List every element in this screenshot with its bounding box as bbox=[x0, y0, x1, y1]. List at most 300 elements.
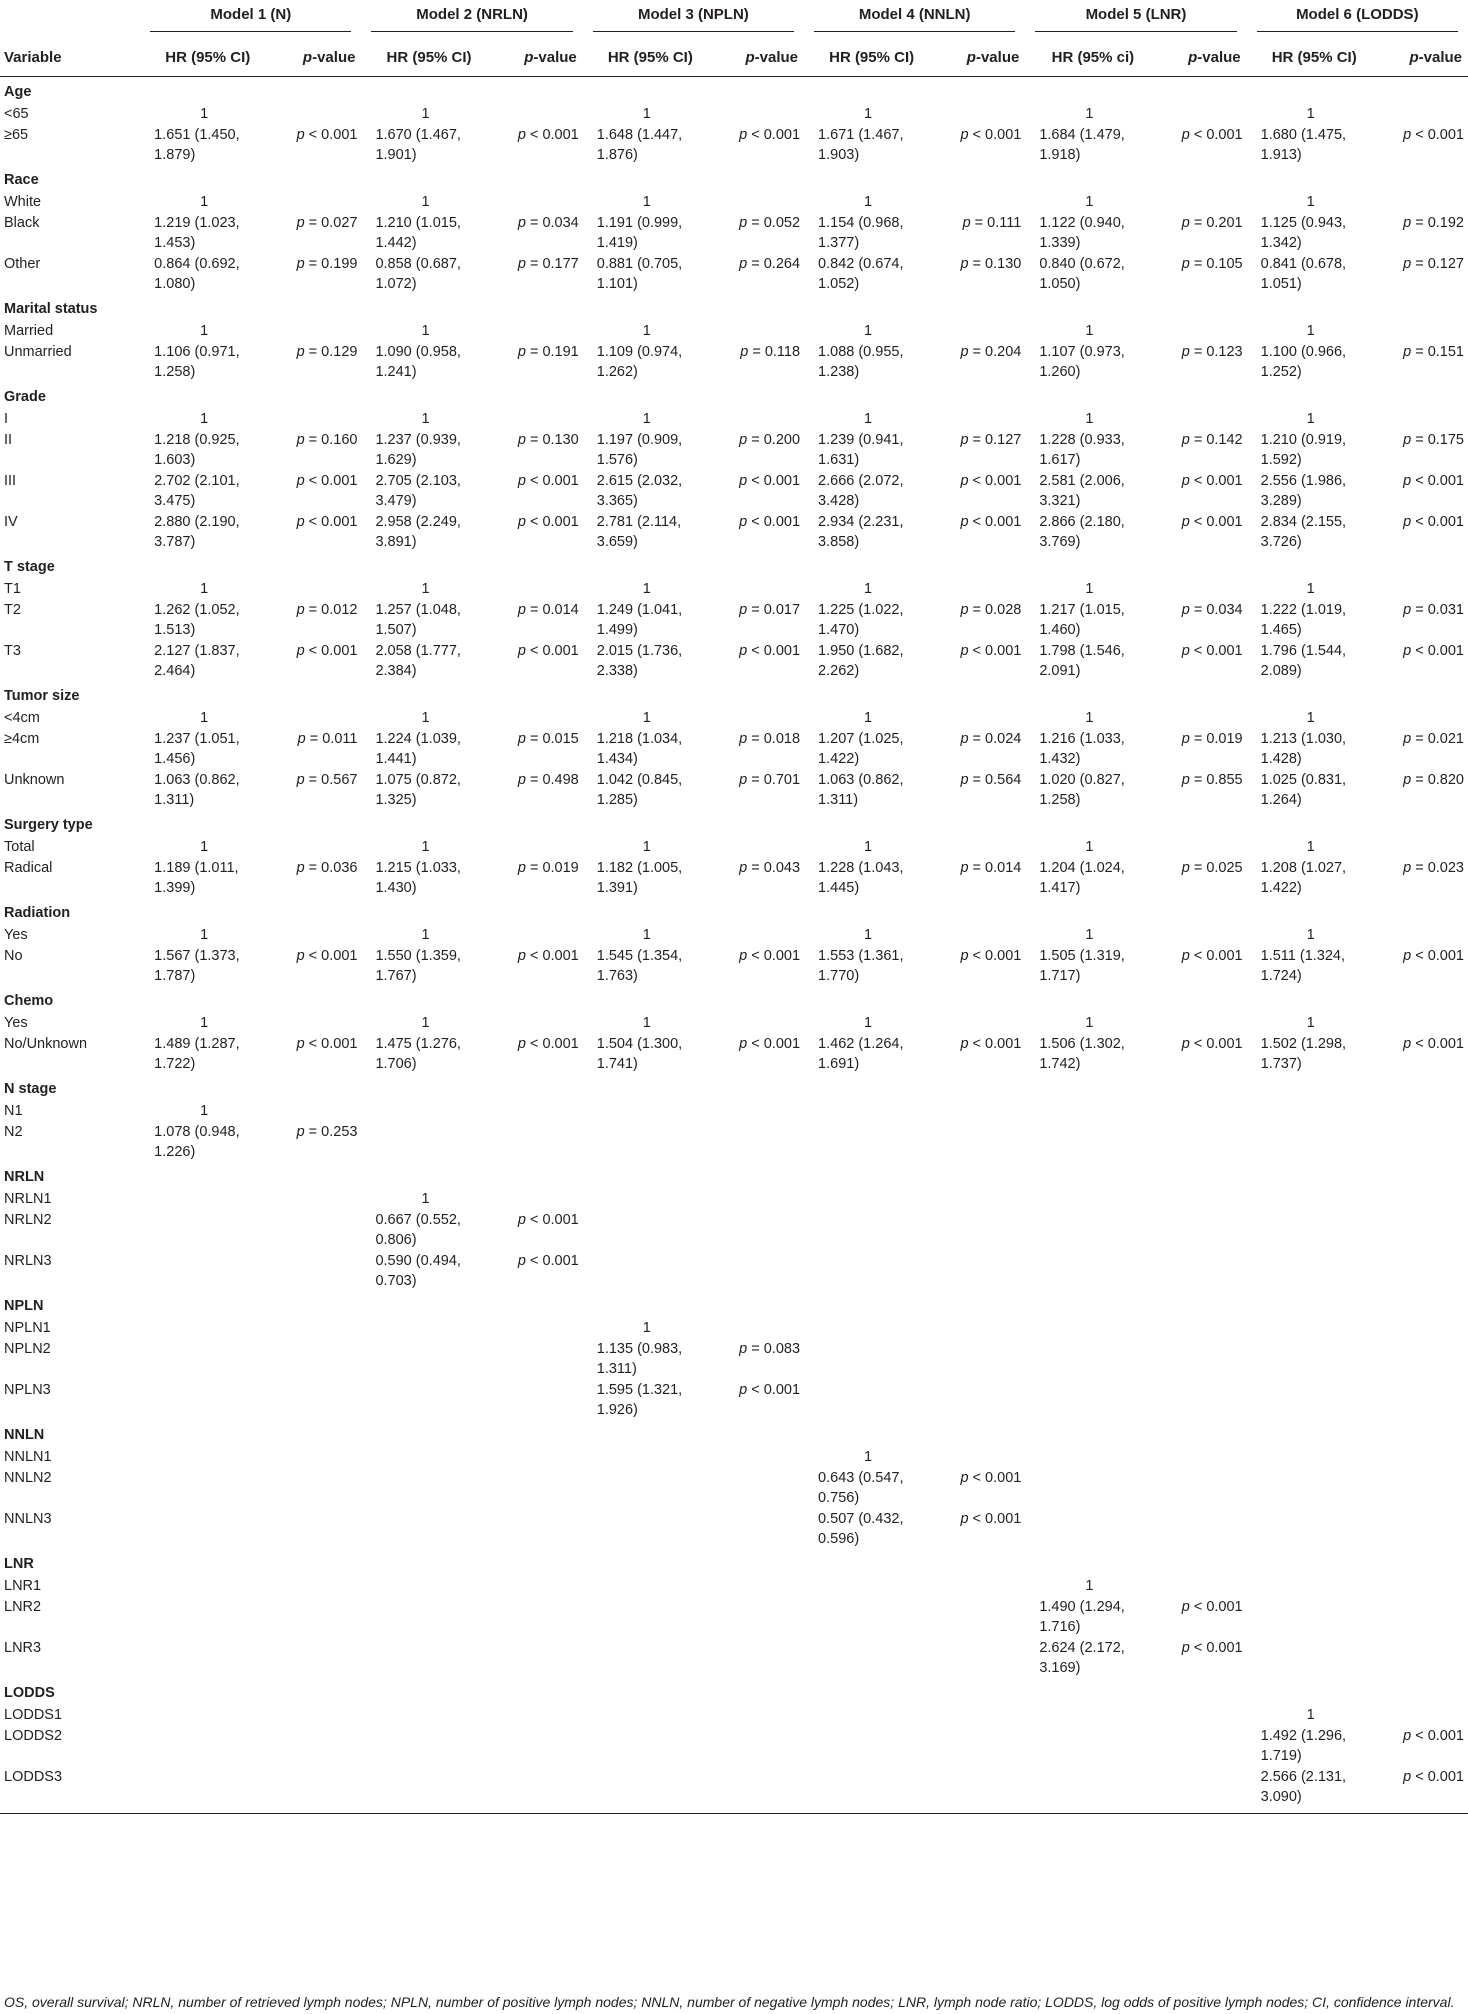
hr-cell: 1 bbox=[421, 839, 430, 855]
p-value-cell: p < 0.001 bbox=[739, 1382, 801, 1398]
variable-label: Radical bbox=[4, 860, 53, 876]
p-value-cell bbox=[939, 707, 1025, 728]
hr-cell: 1 bbox=[1085, 839, 1094, 855]
category-row bbox=[0, 1162, 1468, 1188]
hr-cell: 1 bbox=[642, 839, 651, 855]
p-value-cell bbox=[939, 1637, 1025, 1678]
p-value-cell: p = 0.043 bbox=[739, 860, 801, 876]
hr-header: HR (95% CI) bbox=[583, 38, 718, 77]
hr-cell bbox=[1025, 1121, 1160, 1162]
hr-cell: 1.239 (0.941, 1.631) bbox=[818, 432, 904, 468]
p-value-cell bbox=[1382, 1338, 1468, 1379]
p-value-cell: p = 0.130 bbox=[517, 432, 579, 448]
hr-cell bbox=[804, 1725, 939, 1766]
p-value-cell: p < 0.001 bbox=[960, 1036, 1022, 1052]
p-value-cell bbox=[939, 1766, 1025, 1814]
p-value-cell bbox=[939, 1100, 1025, 1121]
hr-cell: 1 bbox=[1085, 927, 1094, 943]
hr-cell bbox=[1247, 1100, 1382, 1121]
hr-cell bbox=[361, 1121, 496, 1162]
hr-cell bbox=[140, 1704, 275, 1725]
p-value-cell bbox=[718, 924, 804, 945]
table-row bbox=[0, 1575, 1468, 1596]
p-value-cell bbox=[939, 1446, 1025, 1467]
p-value-cell: p = 0.175 bbox=[1403, 432, 1464, 448]
variable-label: Unknown bbox=[4, 772, 65, 788]
p-value-cell bbox=[939, 320, 1025, 341]
category-label: N stage bbox=[4, 1081, 57, 1097]
table-row bbox=[0, 124, 1468, 165]
table-row bbox=[0, 578, 1468, 599]
category-row bbox=[0, 1291, 1468, 1317]
p-value-cell bbox=[497, 103, 583, 124]
p-value-cell bbox=[275, 1596, 361, 1637]
p-value-cell bbox=[718, 707, 804, 728]
category-row bbox=[0, 77, 1468, 104]
p-value-cell: p = 0.027 bbox=[296, 215, 358, 231]
p-value-cell: p < 0.001 bbox=[960, 473, 1022, 489]
p-value-cell: p = 0.151 bbox=[1403, 344, 1464, 360]
hr-cell: 1.208 (1.027, 1.422) bbox=[1260, 860, 1347, 896]
hr-cell bbox=[361, 1100, 496, 1121]
hr-cell bbox=[1025, 1508, 1160, 1549]
p-value-cell bbox=[275, 1317, 361, 1338]
p-value-cell bbox=[939, 578, 1025, 599]
hr-cell bbox=[1247, 1637, 1382, 1678]
hr-cell: 1 bbox=[864, 106, 873, 122]
category-row bbox=[0, 382, 1468, 408]
hr-cell: 1.237 (0.939, 1.629) bbox=[375, 432, 461, 468]
p-value-cell: p < 0.001 bbox=[1403, 1036, 1464, 1052]
p-value-cell bbox=[275, 707, 361, 728]
hr-cell: 1.197 (0.909, 1.576) bbox=[596, 432, 683, 468]
hr-cell: 1.222 (1.019, 1.465) bbox=[1260, 602, 1347, 638]
table-row bbox=[0, 470, 1468, 511]
hr-cell: 0.841 (0.678, 1.051) bbox=[1260, 256, 1347, 292]
variable-label: <4cm bbox=[4, 710, 40, 726]
p-value-cell bbox=[718, 1508, 804, 1549]
p-value-cell bbox=[939, 1121, 1025, 1162]
p-value-cell bbox=[939, 1338, 1025, 1379]
p-value-cell: p < 0.001 bbox=[1403, 1728, 1464, 1744]
hr-cell: 2.958 (2.249, 3.891) bbox=[375, 514, 461, 550]
p-value-cell: p < 0.001 bbox=[1181, 948, 1243, 964]
p-value-cell bbox=[497, 1338, 583, 1379]
hr-cell bbox=[361, 1446, 496, 1467]
p-value-cell: p < 0.001 bbox=[296, 514, 358, 530]
p-value-cell: p = 0.264 bbox=[739, 256, 801, 272]
p-value-cell bbox=[1382, 408, 1468, 429]
table-row bbox=[0, 1100, 1468, 1121]
p-value-cell bbox=[1161, 1338, 1247, 1379]
hr-cell: 1 bbox=[200, 1015, 209, 1031]
hr-cell bbox=[1025, 1467, 1160, 1508]
hr-cell bbox=[583, 1446, 718, 1467]
p-value-cell bbox=[1382, 836, 1468, 857]
variable-label: NPLN2 bbox=[4, 1341, 51, 1357]
hr-cell: 1.217 (1.015, 1.460) bbox=[1039, 602, 1125, 638]
hr-cell bbox=[1247, 1188, 1382, 1209]
p-value-cell bbox=[497, 408, 583, 429]
hr-cell bbox=[1247, 1317, 1382, 1338]
hr-cell bbox=[361, 1637, 496, 1678]
table-row bbox=[0, 103, 1468, 124]
hr-cell bbox=[140, 1317, 275, 1338]
p-value-cell bbox=[939, 191, 1025, 212]
p-value-cell: p = 0.160 bbox=[296, 432, 358, 448]
p-value-cell: p = 0.012 bbox=[296, 602, 358, 618]
hr-cell: 1 bbox=[642, 1015, 651, 1031]
hr-cell: 1.237 (1.051, 1.456) bbox=[154, 731, 240, 767]
p-value-cell: p < 0.001 bbox=[1403, 473, 1464, 489]
p-value-cell bbox=[1161, 1704, 1247, 1725]
p-value-cell bbox=[939, 1379, 1025, 1420]
p-value-cell: p = 0.127 bbox=[960, 432, 1022, 448]
hr-cell bbox=[1025, 1209, 1160, 1250]
p-value-cell: p = 0.177 bbox=[517, 256, 579, 272]
p-value-cell: p = 0.564 bbox=[960, 772, 1022, 788]
category-label: NNLN bbox=[4, 1427, 45, 1443]
hr-cell: 1.553 (1.361, 1.770) bbox=[818, 948, 904, 984]
category-row bbox=[0, 1420, 1468, 1446]
p-value-cell bbox=[275, 408, 361, 429]
hr-cell: 1 bbox=[200, 839, 209, 855]
hr-cell: 1 bbox=[864, 323, 873, 339]
hr-cell bbox=[1247, 1446, 1382, 1467]
p-value-cell bbox=[1161, 1508, 1247, 1549]
hr-cell: 0.864 (0.692, 1.080) bbox=[154, 256, 240, 292]
hr-cell: 2.556 (1.986, 3.289) bbox=[1260, 473, 1347, 509]
table-body bbox=[0, 77, 1468, 1814]
p-value-cell bbox=[718, 836, 804, 857]
p-value-cell bbox=[275, 1766, 361, 1814]
p-value-cell: p = 0.015 bbox=[517, 731, 579, 747]
hr-cell bbox=[804, 1100, 939, 1121]
p-value-cell bbox=[1161, 1467, 1247, 1508]
table-row bbox=[0, 924, 1468, 945]
category-label: Marital status bbox=[4, 301, 98, 317]
p-value-cell: p = 0.018 bbox=[739, 731, 801, 747]
hr-cell bbox=[140, 1338, 275, 1379]
p-value-cell bbox=[1382, 924, 1468, 945]
hr-cell bbox=[804, 1338, 939, 1379]
column-header-row bbox=[0, 38, 1468, 77]
category-row bbox=[0, 1074, 1468, 1100]
p-value-header: p-value bbox=[1382, 38, 1468, 77]
variable-label: LNR2 bbox=[4, 1599, 42, 1615]
hr-cell bbox=[583, 1209, 718, 1250]
p-value-cell: p = 0.191 bbox=[517, 344, 579, 360]
hr-cell: 1.506 (1.302, 1.742) bbox=[1039, 1036, 1125, 1072]
hr-cell: 1.504 (1.300, 1.741) bbox=[596, 1036, 683, 1072]
p-value-cell: p = 0.021 bbox=[1403, 731, 1464, 747]
variable-label: NNLN3 bbox=[4, 1511, 52, 1527]
variable-label: ≥4cm bbox=[4, 731, 40, 747]
variable-label: T3 bbox=[4, 643, 21, 659]
p-value-cell bbox=[718, 1596, 804, 1637]
p-value-cell bbox=[497, 1575, 583, 1596]
hr-cell: 1 bbox=[200, 323, 209, 339]
p-value-cell bbox=[1161, 1121, 1247, 1162]
variable-label: LNR3 bbox=[4, 1640, 42, 1656]
hr-cell: 1 bbox=[1306, 194, 1315, 210]
hr-cell: 1.475 (1.276, 1.706) bbox=[375, 1036, 461, 1072]
hr-cell: 1.567 (1.373, 1.787) bbox=[154, 948, 240, 984]
p-value-cell: p = 0.017 bbox=[739, 602, 801, 618]
hr-cell: 1.063 (0.862, 1.311) bbox=[818, 772, 904, 808]
p-value-cell bbox=[497, 191, 583, 212]
p-value-cell: p < 0.001 bbox=[517, 643, 579, 659]
p-value-cell bbox=[1382, 1467, 1468, 1508]
hr-cell: 1.224 (1.039, 1.441) bbox=[375, 731, 461, 767]
table-row bbox=[0, 640, 1468, 681]
variable-label: No/Unknown bbox=[4, 1036, 88, 1052]
hr-cell bbox=[140, 1188, 275, 1209]
hr-cell: 1.511 (1.324, 1.724) bbox=[1260, 948, 1346, 984]
p-value-cell bbox=[1161, 191, 1247, 212]
table-row bbox=[0, 341, 1468, 382]
hr-cell: 1 bbox=[1306, 323, 1315, 339]
p-value-cell bbox=[1382, 1188, 1468, 1209]
hr-cell: 1 bbox=[200, 710, 209, 726]
hr-cell: 1 bbox=[1306, 839, 1315, 855]
p-value-cell bbox=[275, 1467, 361, 1508]
p-value-cell bbox=[718, 1637, 804, 1678]
hr-cell bbox=[804, 1250, 939, 1291]
p-value-cell: p < 0.001 bbox=[739, 948, 801, 964]
hr-cell: 1.207 (1.025, 1.422) bbox=[818, 731, 904, 767]
hr-cell: 1 bbox=[1306, 1707, 1315, 1723]
hr-cell: 1.651 (1.450, 1.879) bbox=[154, 127, 240, 163]
p-value-cell: p = 0.129 bbox=[296, 344, 358, 360]
category-label: Radiation bbox=[4, 905, 71, 921]
p-value-cell: p < 0.001 bbox=[1403, 948, 1464, 964]
hr-cell bbox=[804, 1188, 939, 1209]
p-value-cell bbox=[1161, 1379, 1247, 1420]
hr-cell bbox=[804, 1209, 939, 1250]
hr-cell: 1.798 (1.546, 2.091) bbox=[1039, 643, 1125, 679]
hr-cell: 1.189 (1.011, 1.399) bbox=[154, 860, 239, 896]
p-value-cell bbox=[497, 1012, 583, 1033]
hr-cell bbox=[583, 1766, 718, 1814]
table-row bbox=[0, 857, 1468, 898]
hr-cell bbox=[361, 1338, 496, 1379]
variable-label: LODDS1 bbox=[4, 1707, 63, 1723]
variable-label: T1 bbox=[4, 581, 21, 597]
hr-cell bbox=[1025, 1704, 1160, 1725]
p-value-cell bbox=[718, 1012, 804, 1033]
hr-cell: 2.705 (2.103, 3.479) bbox=[375, 473, 461, 509]
p-value-cell bbox=[275, 1188, 361, 1209]
p-value-cell: p < 0.001 bbox=[960, 1470, 1022, 1486]
p-value-cell: p = 0.199 bbox=[296, 256, 358, 272]
hr-cell bbox=[804, 1575, 939, 1596]
p-value-cell bbox=[275, 191, 361, 212]
hr-cell bbox=[140, 1596, 275, 1637]
hr-cell bbox=[361, 1467, 496, 1508]
hr-cell: 0.840 (0.672, 1.050) bbox=[1039, 256, 1125, 292]
hr-cell: 1 bbox=[642, 927, 651, 943]
p-value-cell: p < 0.001 bbox=[739, 473, 801, 489]
table-row bbox=[0, 1250, 1468, 1291]
table-row bbox=[0, 945, 1468, 986]
p-value-cell: p = 0.014 bbox=[960, 860, 1022, 876]
p-value-cell bbox=[497, 1467, 583, 1508]
variable-label: NRLN1 bbox=[4, 1191, 52, 1207]
p-value-cell bbox=[718, 1467, 804, 1508]
p-value-cell bbox=[1161, 1012, 1247, 1033]
p-value-cell bbox=[497, 1446, 583, 1467]
p-value-cell: p = 0.123 bbox=[1181, 344, 1243, 360]
p-value-cell bbox=[1161, 578, 1247, 599]
hr-cell: 2.866 (2.180, 3.769) bbox=[1039, 514, 1125, 550]
hr-cell bbox=[361, 1508, 496, 1549]
p-value-cell bbox=[1161, 320, 1247, 341]
p-value-cell bbox=[497, 578, 583, 599]
hr-cell bbox=[1025, 1317, 1160, 1338]
p-value-cell bbox=[939, 1704, 1025, 1725]
variable-label: Black bbox=[4, 215, 40, 231]
p-value-cell bbox=[497, 836, 583, 857]
hr-cell: 1.670 (1.467, 1.901) bbox=[375, 127, 461, 163]
hr-cell bbox=[361, 1725, 496, 1766]
p-value-cell bbox=[1161, 1446, 1247, 1467]
variable-label: No bbox=[4, 948, 23, 964]
table-row bbox=[0, 191, 1468, 212]
hr-cell: 1.106 (0.971, 1.258) bbox=[154, 344, 240, 380]
hr-cell: 1 bbox=[421, 1015, 430, 1031]
hr-cell: 1.075 (0.872, 1.325) bbox=[375, 772, 461, 808]
hr-cell: 1 bbox=[642, 581, 651, 597]
p-value-cell bbox=[497, 1100, 583, 1121]
table-row bbox=[0, 1012, 1468, 1033]
hr-cell bbox=[140, 1725, 275, 1766]
table-row bbox=[0, 1317, 1468, 1338]
hr-cell bbox=[583, 1250, 718, 1291]
p-value-cell bbox=[497, 1379, 583, 1420]
p-value-cell bbox=[1161, 103, 1247, 124]
hr-cell: 1.489 (1.287, 1.722) bbox=[154, 1036, 240, 1072]
hr-cell: 1.020 (0.827, 1.258) bbox=[1039, 772, 1125, 808]
hr-cell: 1.225 (1.022, 1.470) bbox=[818, 602, 904, 638]
variable-label: IV bbox=[4, 514, 18, 530]
p-value-cell bbox=[939, 1012, 1025, 1033]
p-value-cell bbox=[275, 924, 361, 945]
hr-cell: 1 bbox=[1085, 710, 1094, 726]
p-value-cell: p = 0.192 bbox=[1403, 215, 1464, 231]
hr-cell bbox=[804, 1596, 939, 1637]
category-label: Surgery type bbox=[4, 817, 93, 833]
p-value-cell bbox=[939, 408, 1025, 429]
hr-cell: 1 bbox=[421, 106, 430, 122]
category-label: LODDS bbox=[4, 1685, 55, 1701]
p-value-cell bbox=[718, 1317, 804, 1338]
p-value-cell bbox=[1161, 924, 1247, 945]
hr-cell: 1 bbox=[421, 1191, 430, 1207]
hr-cell bbox=[804, 1637, 939, 1678]
hr-cell bbox=[583, 1596, 718, 1637]
table-row bbox=[0, 1508, 1468, 1549]
category-label: Chemo bbox=[4, 993, 54, 1009]
p-value-cell bbox=[275, 1250, 361, 1291]
table-row bbox=[0, 1379, 1468, 1420]
variable-label: Total bbox=[4, 839, 35, 855]
variable-label: NRLN2 bbox=[4, 1212, 52, 1228]
hr-cell: 1 bbox=[864, 411, 873, 427]
hr-cell: 1 bbox=[642, 323, 651, 339]
hr-cell: 1 bbox=[421, 927, 430, 943]
p-value-cell: p = 0.025 bbox=[1181, 860, 1243, 876]
hr-cell: 1 bbox=[421, 581, 430, 597]
p-value-header: p-value bbox=[497, 38, 583, 77]
category-label: Age bbox=[4, 84, 32, 100]
p-value-cell bbox=[1382, 1012, 1468, 1033]
hr-cell: 2.581 (2.006, 3.321) bbox=[1039, 473, 1125, 509]
hr-header: HR (95% CI) bbox=[140, 38, 275, 77]
p-value-cell bbox=[939, 1209, 1025, 1250]
p-value-header: p-value bbox=[939, 38, 1025, 77]
variable-header: Variable bbox=[0, 38, 140, 77]
p-value-cell: p = 0.820 bbox=[1403, 772, 1464, 788]
p-value-cell bbox=[718, 1250, 804, 1291]
p-value-cell bbox=[939, 1575, 1025, 1596]
table-row bbox=[0, 212, 1468, 253]
p-value-cell bbox=[939, 836, 1025, 857]
hr-cell bbox=[361, 1317, 496, 1338]
p-value-cell bbox=[275, 1012, 361, 1033]
p-value-cell bbox=[939, 103, 1025, 124]
model-5-header: Model 5 (LNR) bbox=[1025, 0, 1246, 38]
table-row bbox=[0, 1188, 1468, 1209]
p-value-cell: p = 0.855 bbox=[1181, 772, 1243, 788]
p-value-cell bbox=[718, 1575, 804, 1596]
p-value-cell: p < 0.001 bbox=[1403, 127, 1464, 143]
p-value-cell bbox=[497, 1508, 583, 1549]
p-value-cell: p = 0.130 bbox=[960, 256, 1022, 272]
hr-cell: 0.507 (0.432, 0.596) bbox=[818, 1511, 904, 1547]
p-value-cell bbox=[1382, 1209, 1468, 1250]
p-value-cell bbox=[1161, 707, 1247, 728]
hr-cell: 1 bbox=[642, 194, 651, 210]
p-value-cell bbox=[718, 191, 804, 212]
p-value-cell bbox=[1161, 1575, 1247, 1596]
hr-cell: 1.100 (0.966, 1.252) bbox=[1260, 344, 1347, 380]
p-value-cell bbox=[275, 1209, 361, 1250]
hr-cell: 1.796 (1.544, 2.089) bbox=[1260, 643, 1347, 679]
hr-cell: 1.191 (0.999, 1.419) bbox=[596, 215, 683, 251]
hr-cell: 1 bbox=[421, 411, 430, 427]
hr-cell bbox=[361, 1379, 496, 1420]
hr-cell bbox=[140, 1446, 275, 1467]
p-value-cell bbox=[1382, 1508, 1468, 1549]
hr-cell bbox=[583, 1188, 718, 1209]
category-label: LNR bbox=[4, 1556, 34, 1572]
hr-cell: 1.550 (1.359, 1.767) bbox=[375, 948, 461, 984]
hr-cell bbox=[804, 1704, 939, 1725]
table-row bbox=[0, 728, 1468, 769]
hr-cell: 1.025 (0.831, 1.264) bbox=[1260, 772, 1347, 808]
model-4-header: Model 4 (NNLN) bbox=[804, 0, 1025, 38]
hr-cell: 1.107 (0.973, 1.260) bbox=[1039, 344, 1125, 380]
hr-cell: 1 bbox=[1085, 1578, 1094, 1594]
hr-cell: 1.218 (1.034, 1.434) bbox=[596, 731, 683, 767]
p-value-cell: p < 0.001 bbox=[517, 948, 579, 964]
p-value-cell bbox=[1161, 1209, 1247, 1250]
hr-cell: 1.680 (1.475, 1.913) bbox=[1260, 127, 1347, 163]
hr-cell: 1.595 (1.321, 1.926) bbox=[596, 1382, 683, 1418]
hr-cell bbox=[361, 1575, 496, 1596]
variable-label: II bbox=[4, 432, 13, 448]
